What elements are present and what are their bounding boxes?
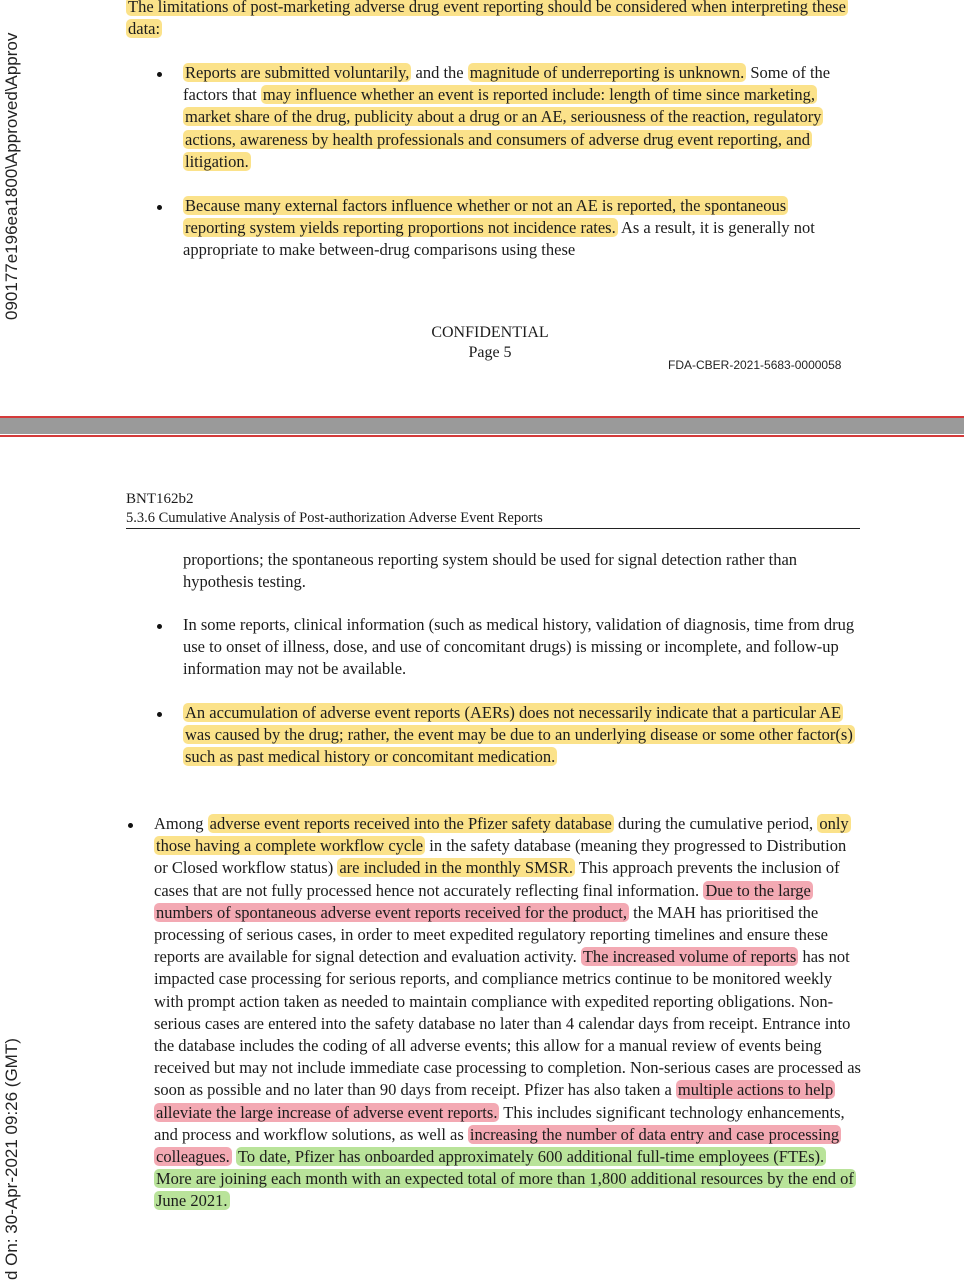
side-approval-label: 090177e196ea1800\Approved\Approv — [2, 32, 21, 320]
highlight-yellow: adverse event reports received into the Pfizer safety database — [209, 814, 612, 833]
highlight-green: To date, Pfizer has onboarded approximately 600 additional full-time employees (FTEs). More are joining each month with an expected total of more than 1,800 additional resources by the end of June 2021. — [156, 1147, 854, 1211]
header-section: 5.3.6 Cumulative Analysis of Post-authorization Adverse Event Reports — [126, 510, 543, 526]
header-product: BNT162b2 — [126, 491, 194, 507]
bullet-dot — [157, 712, 162, 717]
highlight-yellow: are included in the monthly SMSR. — [339, 858, 574, 878]
intro-paragraph — [126, 0, 861, 40]
highlight-yellow: The limitations of post-marketing adverse drug event reporting should be considered when interpreting these data: — [126, 0, 848, 38]
highlight-yellow: magnitude of underreporting is unknown. — [469, 63, 745, 82]
bullet-aer-accumulation — [183, 702, 863, 769]
highlight-pink: The increased volume of reports — [582, 947, 797, 967]
page-number: Page 5 — [468, 344, 512, 361]
bullet-dot — [128, 823, 133, 828]
text-run: during the cumulative period, — [613, 814, 818, 833]
confidential-label: CONFIDENTIAL — [431, 324, 549, 341]
page-separator — [0, 416, 964, 434]
text-run: In some reports, clinical information (such as medical history, validation of diagnosis, time from drug use to onset of illness, dose, and use of concomitant drugs) is missing or incomplete, and follow-up information may not be available. — [183, 615, 855, 679]
bullet-clinical-information — [183, 614, 868, 681]
highlight-pink: increasing the number of data entry and case processing colleagues. — [156, 1124, 840, 1167]
header-rule — [126, 528, 860, 529]
bullet-external-factors — [183, 195, 848, 262]
bullet-dot — [157, 624, 162, 629]
bullet-underreporting — [183, 62, 863, 173]
highlight-yellow: An accumulation of adverse event reports (AERs) does not necessarily indicate that a particular AE was caused by the drug; rather, the event may be due to an underlying disease or some other factor(s) such as past medical history or concomitant medication. — [185, 703, 853, 767]
text-run: and the — [411, 63, 468, 82]
highlight-yellow: Reports are submitted voluntarily, — [185, 63, 410, 82]
text-run: has not impacted case processing for serious reports, and compliance metrics continue to be monitored weekly with prompt action taken as needed to maintain compliance with expedited reporting obligations. Non-serious cases are entered into the safety database no later than 4 calendar days from receipt. Entrance into the database includes the coding of all adverse events; this allow for a manual review of events being received but may not include immediate case processing to completion. Non-serious cases are processed as soon as possible and no later than 90 days from receipt. Pfizer has also taken a — [154, 947, 861, 1100]
text-run: Some of the factors that — [183, 63, 831, 105]
highlight-yellow: Because many external factors influence whether or not an AE is reported, the spontaneous reporting system yields reporting proportions not incidence rates. — [185, 196, 787, 238]
text-run: This approach prevents the inclusion of cases that are not fully processed hence not accurately reflecting final information. — [154, 858, 840, 900]
bullet-safety-database — [154, 813, 862, 1213]
text-run: in the safety database (meaning they progressed to Distribution or Closed workflow status) — [154, 836, 847, 878]
highlight-yellow: may influence whether an event is reported include: length of time since marketing, market share of the drug, publicity about a drug or an AE, seriousness of the reaction, regulatory actions, awareness by health professionals and consumers of adverse drug event reporting, and litigation. — [185, 85, 822, 171]
text-run: proportions; the spontaneous reporting system should be used for signal detection rather than hypothesis testing. — [183, 550, 798, 592]
text-run: As a result, it is generally not appropriate to make between-drug comparisons using these — [183, 218, 815, 260]
text-run: Among — [154, 814, 208, 833]
text-run: the MAH has prioritised the processing of serious cases, in order to meet expedited regulatory reporting timelines and ensure these reports are available for signal detection and evaluation activity. — [154, 902, 828, 967]
continuation-paragraph — [183, 549, 848, 593]
side-approval-date-label: d On: 30-Apr-2021 09:26 (GMT) — [2, 1038, 21, 1280]
highlight-yellow: only those having a complete workflow cycle — [156, 814, 849, 856]
bullet-dot — [157, 72, 162, 77]
text-run: This includes significant technology enhancements, and process and workflow solutions, as well as — [154, 1102, 845, 1144]
document-id: FDA-CBER-2021-5683-0000058 — [668, 358, 842, 372]
bullet-dot — [157, 205, 162, 210]
highlight-pink: multiple actions to help alleviate the large increase of adverse event reports. — [156, 1080, 834, 1122]
highlight-pink: Due to the large numbers of spontaneous adverse event reports received for the product, — [156, 880, 811, 922]
